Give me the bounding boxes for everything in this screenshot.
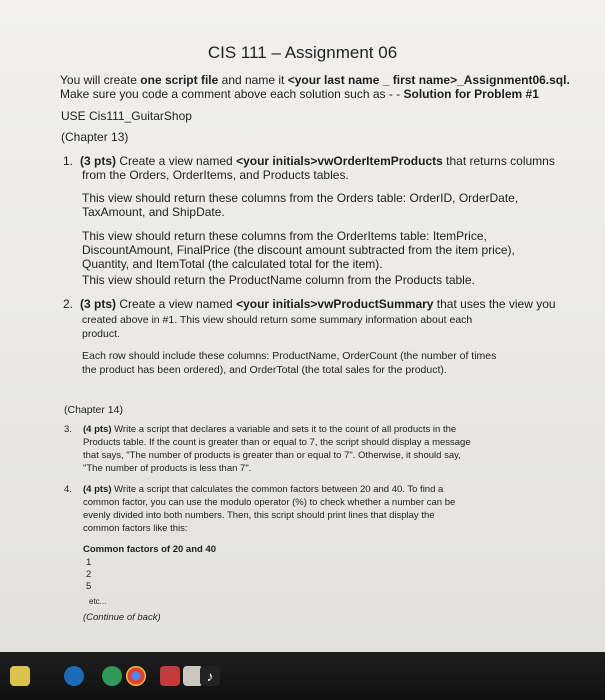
problem-1-line-5: This view should return these columns from the OrderItems table: ItemPrice, [82,229,487,243]
blue-app-icon[interactable] [64,666,84,686]
points: (3 pts) [80,154,116,168]
problem-4-line-4: common factors like this: [83,523,188,534]
intro-bold: Solution for Problem #1 [403,87,539,101]
app-icon[interactable] [10,666,30,686]
taskbar [0,652,605,700]
common-factor-value: 5 [86,581,92,592]
continue-note: (Continue of back) [83,612,161,623]
intro-text: You will create [60,73,141,87]
problem-4-line-2: common factor, you can use the modulo operator (%) to check whether a number can be [83,497,456,508]
edge-icon[interactable] [102,666,122,686]
problem-2-line-1 [80,298,556,311]
view-name: <your initials>vwProductSummary [236,297,434,311]
intro-text: and name it [218,73,288,87]
common-factor-value: 1 [86,557,92,568]
points: (4 pts) [83,424,112,435]
text: Create a view named [116,297,237,311]
common-factors-title: Common factors of 20 and 40 [83,544,217,555]
problem-1-line-7: Quantity, and ItemTotal (the calculated total for the item). [82,257,383,271]
problem-1-number: 1. [63,154,74,168]
problem-2-line-3: product. [82,328,120,340]
problem-1-line-1 [80,155,555,168]
text: Create a view named [116,154,237,168]
problem-1-line-3: This view should return these columns from the Orders table: OrderID, OrderDate, [82,191,519,205]
problem-2-line-2: created above in #1. This view should return some summary information about each [82,314,473,326]
problem-1-line-6: DiscountAmount, FinalPrice (the discount amount subtracted from the item price), [82,243,515,257]
intro-filename: <your last name _ first name>_Assignment06.sql. [287,73,570,87]
doc-title: CIS 111 – Assignment 06 [207,43,398,62]
text: Write a script that calculates the common factors between 20 and 40. To find a [111,484,444,495]
problem-1-line-2: from the Orders, OrderItems, and Products tables. [82,168,349,182]
text: that uses the view you [433,297,556,311]
problem-2-line-4: Each row should include these columns: ProductName, OrderCount (the number of times [82,350,497,362]
problem-4-number: 4. [64,484,72,495]
problem-4-line-3: evenly divided into both numbers. Then, this script should print lines that display the [83,510,435,521]
problem-3-line-4: "The number of products is less than 7". [83,463,252,474]
problem-3-number: 3. [64,424,72,435]
common-factor-value: 2 [86,569,92,580]
points: (4 pts) [83,484,112,495]
problem-2-number: 2. [63,297,74,311]
chrome-icon[interactable] [126,666,146,686]
chapter-14-heading: (Chapter 14) [64,404,123,416]
intro-bold: one script file [140,73,219,87]
tiktok-icon[interactable]: ♪ [200,666,220,686]
intro-text: Make sure you code a comment above each solution such as - - [60,87,404,101]
chapter-13-heading: (Chapter 13) [61,130,129,144]
problem-1-line-4: TaxAmount, and ShipDate. [82,205,225,219]
etc-text: etc... [89,597,107,606]
photos-icon[interactable] [160,666,180,686]
text: Write a script that declares a variable and sets it to the count of all products in the [111,424,457,435]
intro-line-2 [60,88,539,101]
problem-4-line-1 [83,484,443,495]
intro-line-1 [60,74,570,87]
problem-3-line-1 [83,424,456,435]
problem-3-line-3: that says, "The number of products is greater than or equal to 7". Otherwise, it should say, [83,450,461,461]
use-statement: USE Cis111_GuitarShop [61,109,192,123]
text: that returns columns [442,154,555,168]
problem-3-line-2: Products table. If the count is greater than or equal to 7, the script should display a message [83,437,471,448]
problem-1-line-8: This view should return the ProductName column from the Products table. [82,273,475,287]
points: (3 pts) [80,297,116,311]
view-name: <your initials>vwOrderItemProducts [236,154,443,168]
problem-2-line-5: the product has been ordered), and OrderTotal (the total sales for the product). [82,364,447,376]
